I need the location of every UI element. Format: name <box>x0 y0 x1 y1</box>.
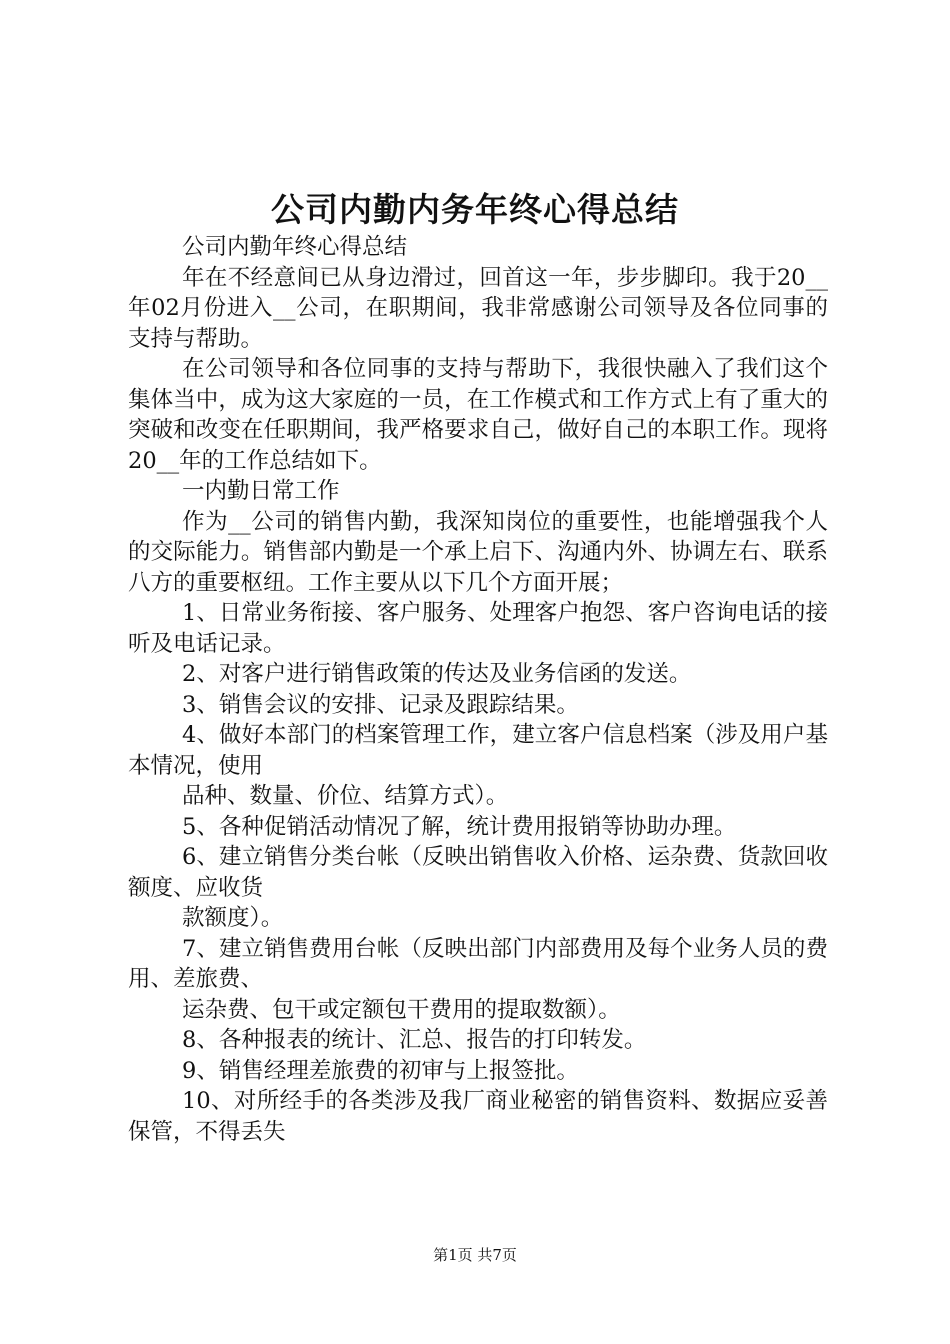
list-item: 6、建立销售分类台帐（反映出销售收入价格、运杂费、货款回收额度、应收货 <box>128 844 828 901</box>
document-body <box>128 232 828 1147</box>
list-item: 1、日常业务衔接、客户服务、处理客户抱怨、客户咨询电话的接听及电话记录。 <box>128 600 828 657</box>
section-heading: 一内勤日常工作 <box>182 478 340 504</box>
list-item: 8、各种报表的统计、汇总、报告的打印转发。 <box>182 1027 647 1053</box>
paragraph: 作为__公司的销售内勤，我深知岗位的重要性，也能增强我个人的交际能力。销售部内勤是一个承上启下、沟通内外、协调左右、联系八方的重要枢纽。工作主要从以下几个方面开展； <box>128 508 828 596</box>
paragraph: 在公司领导和各位同事的支持与帮助下，我很快融入了我们这个集体当中，成为这大家庭的一员，在工作模式和工作方式上有了重大的突破和改变在任职期间，我严格要求自己，做好自己的本职工作。现将20__年的工作总结如下。 <box>128 356 828 474</box>
list-item: 7、建立销售费用台帐（反映出部门内部费用及每个业务人员的费用、差旅费、 <box>128 935 828 992</box>
list-item: 4、做好本部门的档案管理工作，建立客户信息档案（涉及用户基本情况，使用 <box>128 722 828 779</box>
list-item: 3、销售会议的安排、记录及跟踪结果。 <box>182 691 579 718</box>
paragraph: 年在不经意间已从身边滑过，回首这一年，步步脚印。我于20__年02月份进入__公司，在职期间，我非常感谢公司领导及各位同事的支持与帮助。 <box>128 264 828 352</box>
document-title: 公司内勤内务年终心得总结 <box>271 190 679 229</box>
list-item-continuation: 品种、数量、价位、结算方式）。 <box>182 783 509 809</box>
paragraph: 公司内勤年终心得总结 <box>182 234 408 260</box>
list-item: 9、销售经理差旅费的初审与上报签批。 <box>182 1057 579 1084</box>
list-item-continuation: 运杂费、包干或定额包干费用的提取数额）。 <box>182 996 621 1023</box>
page-footer: 第1页 共7页 <box>433 1246 517 1264</box>
list-item: 2、对客户进行销售政策的传达及业务信函的发送。 <box>182 661 692 687</box>
list-item: 10、对所经手的各类涉及我厂商业秘密的销售资料、数据应妥善保管，不得丢失 <box>128 1088 828 1145</box>
list-item: 5、各种促销活动情况了解，统计费用报销等协助办理。 <box>182 813 737 840</box>
list-item-continuation: 款额度）。 <box>182 905 284 931</box>
